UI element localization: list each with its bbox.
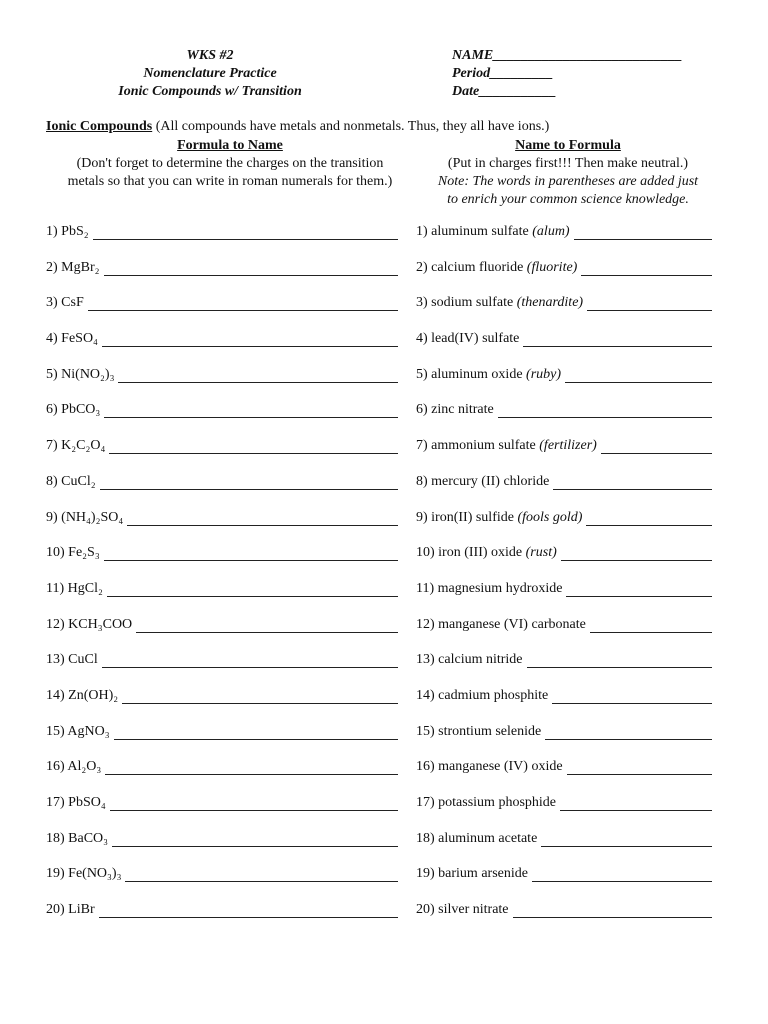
compound-name-label: 7) ammonium sulfate (fertilizer) xyxy=(416,438,597,454)
list-item xyxy=(416,581,716,617)
list-item xyxy=(46,224,402,260)
compound-name-label: 3) sodium sulfate (thenardite) xyxy=(416,295,584,311)
formula-label: 5) Ni(NO₂)₃ xyxy=(46,366,115,382)
compound-name-label: 10) iron (III) oxide (rust) xyxy=(416,545,557,561)
list-item xyxy=(46,759,402,795)
common-name-hint: (fluorite) xyxy=(526,259,578,275)
compound-name-label: 15) strontium selenide xyxy=(416,723,542,739)
list-item xyxy=(46,402,402,438)
common-name-hint: (fertilizer) xyxy=(539,438,597,454)
list-item xyxy=(416,402,716,438)
compound-name-label: 12) manganese (VI) carbonate xyxy=(416,616,586,632)
formula-label: 16) Al₂O₃ xyxy=(46,759,102,775)
worksheet-subtitle-2: Ionic Compounds w/ Transition xyxy=(118,84,302,99)
answer-blank[interactable] xyxy=(513,902,712,918)
list-item xyxy=(416,474,716,510)
formula-label: 3) CsF xyxy=(46,295,84,311)
formula-label: 7) K₂C₂O₄ xyxy=(46,438,106,454)
common-name-hint: (alum) xyxy=(532,224,570,239)
compound-name-label: 9) iron(II) sulfide (fools gold) xyxy=(416,509,583,525)
formula-label: 4) FeSO₄ xyxy=(46,331,98,347)
answer-blank[interactable] xyxy=(553,474,712,490)
formula-label: 14) Zn(OH)₂ xyxy=(46,687,119,703)
answer-blank[interactable] xyxy=(125,866,398,882)
compound-name-label: 13) calcium nitride xyxy=(416,652,523,668)
column-note: to enrich your common science knowledge. xyxy=(447,192,689,207)
list-item xyxy=(46,724,402,760)
formula-label: 6) PbCO₃ xyxy=(46,402,101,418)
formula-label: 2) MgBr₂ xyxy=(46,259,100,275)
compound-name-label: 1) aluminum sulfate (alum) xyxy=(416,224,570,239)
column-note: metals so that you can write in roman numerals for them.) xyxy=(67,174,393,189)
list-item xyxy=(416,795,716,831)
intro-line xyxy=(46,119,549,135)
list-item xyxy=(416,724,716,760)
answer-blank[interactable] xyxy=(590,617,712,633)
answer-blank[interactable] xyxy=(541,831,712,847)
compound-name-label: 11) magnesium hydroxide xyxy=(416,580,563,596)
answer-blank[interactable] xyxy=(565,367,712,383)
formula-label: 12) KCH₃COO xyxy=(46,616,133,632)
answer-blank[interactable] xyxy=(114,724,398,740)
answer-blank[interactable] xyxy=(102,652,398,668)
answer-blank[interactable] xyxy=(104,402,398,418)
formula-label: 13) CuCl xyxy=(46,652,98,668)
list-item xyxy=(46,581,402,617)
answer-blank[interactable] xyxy=(122,688,398,704)
worksheet-title: WKS #2 xyxy=(186,48,234,63)
list-item xyxy=(416,759,716,795)
list-item xyxy=(416,545,716,581)
compound-name-label: 4) lead(IV) sulfate xyxy=(416,331,520,347)
answer-blank[interactable] xyxy=(527,652,712,668)
answer-blank[interactable] xyxy=(118,367,398,383)
compound-name-label: 2) calcium fluoride (fluorite) xyxy=(416,259,578,275)
common-name-hint: (rust) xyxy=(525,545,557,561)
answer-blank[interactable] xyxy=(102,331,398,347)
list-item xyxy=(46,331,402,367)
answer-blank[interactable] xyxy=(104,260,399,276)
list-item xyxy=(46,367,402,403)
compound-name-label: 5) aluminum oxide (ruby) xyxy=(416,366,562,382)
list-item xyxy=(46,510,402,546)
answer-blank[interactable] xyxy=(581,260,712,276)
list-item xyxy=(416,831,716,867)
answer-blank[interactable] xyxy=(601,438,712,454)
list-item xyxy=(416,688,716,724)
section-description: (All compounds have metals and nonmetals. Thus, they all have ions.) xyxy=(155,119,550,134)
answer-blank[interactable] xyxy=(561,545,712,561)
answer-blank[interactable] xyxy=(552,688,712,704)
list-item xyxy=(416,510,716,546)
list-item xyxy=(46,902,402,938)
formula-label: 1) PbS₂ xyxy=(46,224,89,239)
formula-to-name-header xyxy=(40,137,420,191)
list-item xyxy=(416,295,716,331)
list-item xyxy=(46,866,402,902)
list-item xyxy=(416,866,716,902)
answer-blank[interactable] xyxy=(110,795,398,811)
answer-blank[interactable] xyxy=(100,474,398,490)
worksheet-subtitle: Nomenclature Practice xyxy=(143,66,277,81)
name-to-formula-list xyxy=(416,224,716,938)
formula-label: 20) LiBr xyxy=(46,902,95,918)
compound-name-label: 14) cadmium phosphite xyxy=(416,687,549,703)
common-name-hint: (ruby) xyxy=(526,366,562,382)
list-item xyxy=(46,438,402,474)
common-name-hint: (thenardite) xyxy=(516,295,584,311)
answer-blank[interactable] xyxy=(574,224,712,240)
formula-label: 17) PbSO₄ xyxy=(46,795,106,810)
list-item xyxy=(46,295,402,331)
list-item xyxy=(46,831,402,867)
answer-blank[interactable] xyxy=(88,295,398,311)
answer-blank[interactable] xyxy=(109,438,398,454)
answer-blank[interactable] xyxy=(105,759,398,775)
answer-blank[interactable] xyxy=(560,795,712,811)
list-item xyxy=(416,617,716,653)
compound-name-label: 20) silver nitrate xyxy=(416,902,509,918)
answer-blank[interactable] xyxy=(93,224,398,240)
compound-name-label: 16) manganese (IV) oxide xyxy=(416,759,563,775)
list-item xyxy=(416,652,716,688)
common-name-hint: (fools gold) xyxy=(517,509,583,525)
answer-blank[interactable] xyxy=(566,581,712,597)
formula-label: 19) Fe(NO₃)₃ xyxy=(46,866,122,882)
answer-blank[interactable] xyxy=(586,510,712,526)
formula-to-name-list xyxy=(46,224,402,938)
list-item xyxy=(416,331,716,367)
answer-blank[interactable] xyxy=(545,724,712,740)
list-item xyxy=(46,652,402,688)
section-heading: Ionic Compounds xyxy=(46,119,153,134)
formula-label: 10) Fe₂S₃ xyxy=(46,545,100,561)
column-note: (Don't forget to determine the charges on the transition xyxy=(76,156,384,171)
list-item xyxy=(416,260,716,296)
list-item xyxy=(416,902,716,938)
column-note: Note: The words in parentheses are added just xyxy=(437,174,699,189)
answer-blank[interactable] xyxy=(498,402,712,418)
formula-label: 11) HgCl₂ xyxy=(46,580,103,596)
answer-blank[interactable] xyxy=(112,831,398,847)
compound-name-label: 8) mercury (II) chloride xyxy=(416,473,550,489)
column-note: (Put in charges first!!! Then make neutral.) xyxy=(447,156,689,171)
list-item xyxy=(46,617,402,653)
name-to-formula-header xyxy=(418,137,718,209)
answer-blank[interactable] xyxy=(136,617,398,633)
answer-blank[interactable] xyxy=(127,510,398,526)
list-item xyxy=(416,367,716,403)
date-field[interactable]: Date___________ xyxy=(452,84,557,99)
list-item xyxy=(46,688,402,724)
list-item xyxy=(46,795,402,831)
column-heading: Formula to Name xyxy=(177,138,283,153)
list-item xyxy=(46,545,402,581)
student-info xyxy=(452,47,682,101)
answer-blank[interactable] xyxy=(107,581,398,597)
formula-label: 18) BaCO₃ xyxy=(46,830,109,846)
compound-name-label: 18) aluminum acetate xyxy=(416,830,538,846)
answer-blank[interactable] xyxy=(523,331,712,347)
list-item xyxy=(416,438,716,474)
list-item xyxy=(46,474,402,510)
compound-name-label: 19) barium arsenide xyxy=(416,866,528,882)
period-field[interactable]: Period_________ xyxy=(452,66,554,81)
compound-name-label: 17) potassium phosphide xyxy=(416,795,556,810)
compound-name-label: 6) zinc nitrate xyxy=(416,402,494,418)
answer-blank[interactable] xyxy=(104,545,398,561)
answer-blank[interactable] xyxy=(567,759,712,775)
answer-blank[interactable] xyxy=(532,866,712,882)
column-heading: Name to Formula xyxy=(515,138,621,153)
worksheet-header xyxy=(40,47,380,101)
list-item xyxy=(46,260,402,296)
formula-label: 9) (NH₄)₂SO₄ xyxy=(46,509,124,525)
name-field[interactable]: NAME___________________________ xyxy=(452,48,683,63)
formula-label: 8) CuCl₂ xyxy=(46,473,96,489)
answer-blank[interactable] xyxy=(99,902,398,918)
formula-label: 15) AgNO₃ xyxy=(46,723,110,739)
list-item xyxy=(416,224,716,260)
answer-blank[interactable] xyxy=(587,295,712,311)
